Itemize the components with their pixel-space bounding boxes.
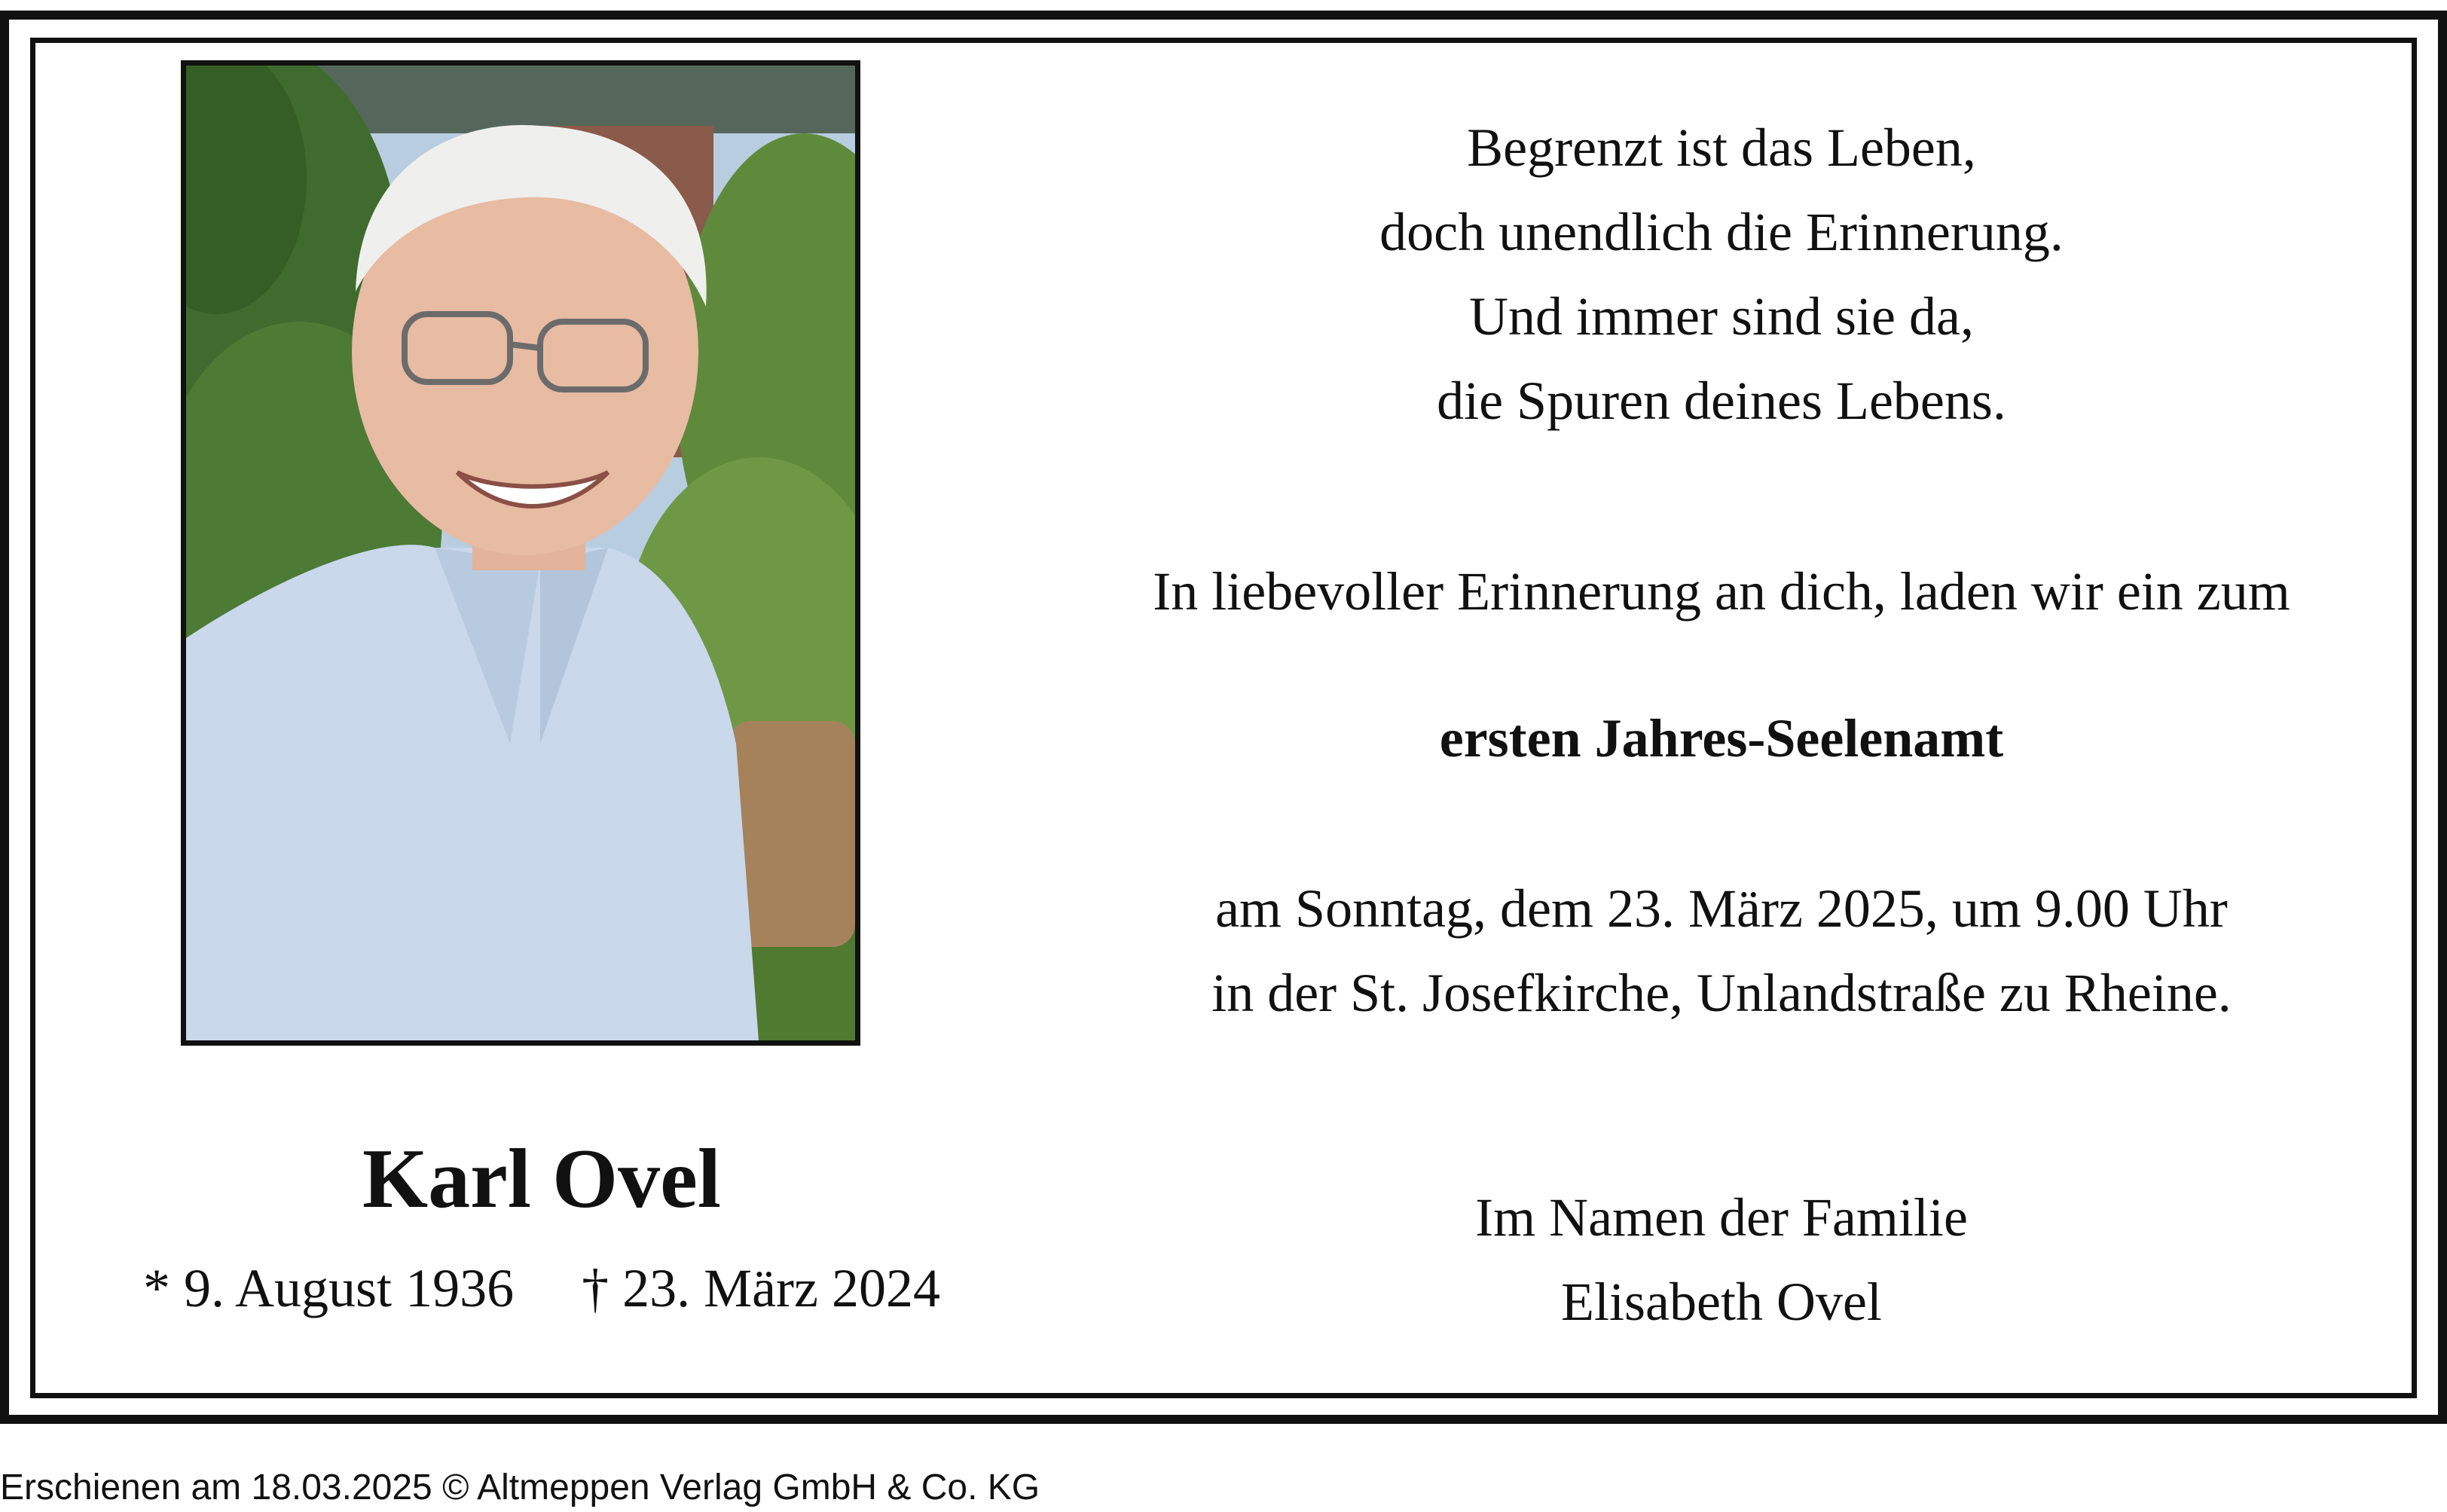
- poem-line: doch unendlich die Erinnerung.: [1379, 202, 2064, 262]
- publication-footer: Erschienen am 18.03.2025 © Altmeppen Verlag GmbH & Co. KG: [0, 1468, 1040, 1507]
- event-date-time: am Sonntag, dem 23. März 2025, um 9.00 Uhr: [1215, 878, 2228, 939]
- event-title: ersten Jahres-Seelenamt: [1439, 708, 2004, 768]
- poem-line: Und immer sind sie da,: [1469, 286, 1974, 347]
- family-signature: [1085, 1175, 2358, 1344]
- family-line: Im Namen der Familie: [1475, 1187, 1968, 1248]
- event-details: [1085, 866, 2358, 1035]
- memorial-poem: [1085, 105, 2358, 443]
- death-date: † 23. März 2024: [582, 1258, 940, 1318]
- poem-line: Begrenzt ist das Leben,: [1467, 118, 1976, 178]
- family-member-name: Elisabeth Ovel: [1561, 1272, 1882, 1332]
- invitation-text: In liebevoller Erinnerung an dich, laden wir ein zum: [1153, 561, 2290, 622]
- birth-date: * 9. August 1936: [143, 1258, 515, 1318]
- life-dates: [113, 1254, 970, 1322]
- deceased-name: Karl Ovel: [362, 1132, 721, 1226]
- portrait-photo: [181, 60, 860, 1046]
- poem-line: die Spuren deines Lebens.: [1437, 371, 2006, 431]
- portrait-illustration: [186, 66, 855, 1040]
- event-location: in der St. Josefkirche, Unlandstraße zu Rheine.: [1211, 963, 2232, 1023]
